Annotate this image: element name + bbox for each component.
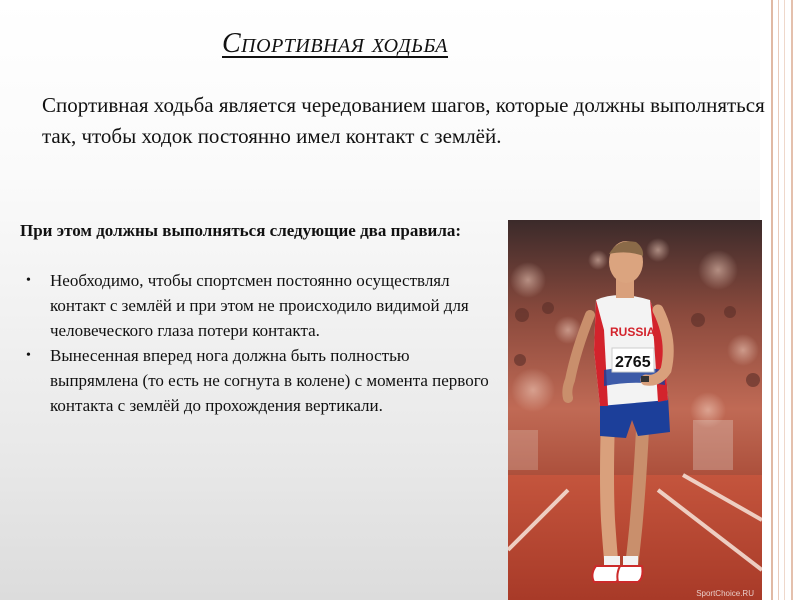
rules-list xyxy=(20,268,500,418)
side-stripe xyxy=(791,0,793,600)
side-stripe xyxy=(778,0,779,600)
race-walker-photo xyxy=(508,220,762,600)
shirt-text: RUSSIA xyxy=(610,325,656,339)
bib-number: 2765 xyxy=(615,354,651,371)
intro-paragraph: Спортивная ходьба является чередованием шагов, которые должны выполняться так, чтобы ходок постоянно имел контакт с землёй. xyxy=(42,93,765,148)
rule-item xyxy=(20,343,500,418)
race-walker-illustration xyxy=(508,220,762,600)
slide-title: Спортивная ходьба xyxy=(222,28,449,59)
side-stripe xyxy=(784,0,785,600)
rules-heading: При этом должны выполняться следующие два правила: xyxy=(20,221,462,240)
bullet-icon: • xyxy=(26,273,31,288)
rule-item xyxy=(20,268,500,343)
side-stripe xyxy=(771,0,773,600)
rule-text: Вынесенная вперед нога должна быть полностью выпрямлена (то есть не согнута в колене) с момента первого контакта с землёй до прохождения вертикали. xyxy=(50,346,489,415)
rule-text: Необходимо, чтобы спортсмен постоянно осуществлял контакт с землёй и при этом не происходило видимой для человеческого глаза потери контакта. xyxy=(50,271,469,340)
photo-credit: SportChoice.RU xyxy=(696,589,754,598)
bullet-icon: • xyxy=(26,348,31,363)
